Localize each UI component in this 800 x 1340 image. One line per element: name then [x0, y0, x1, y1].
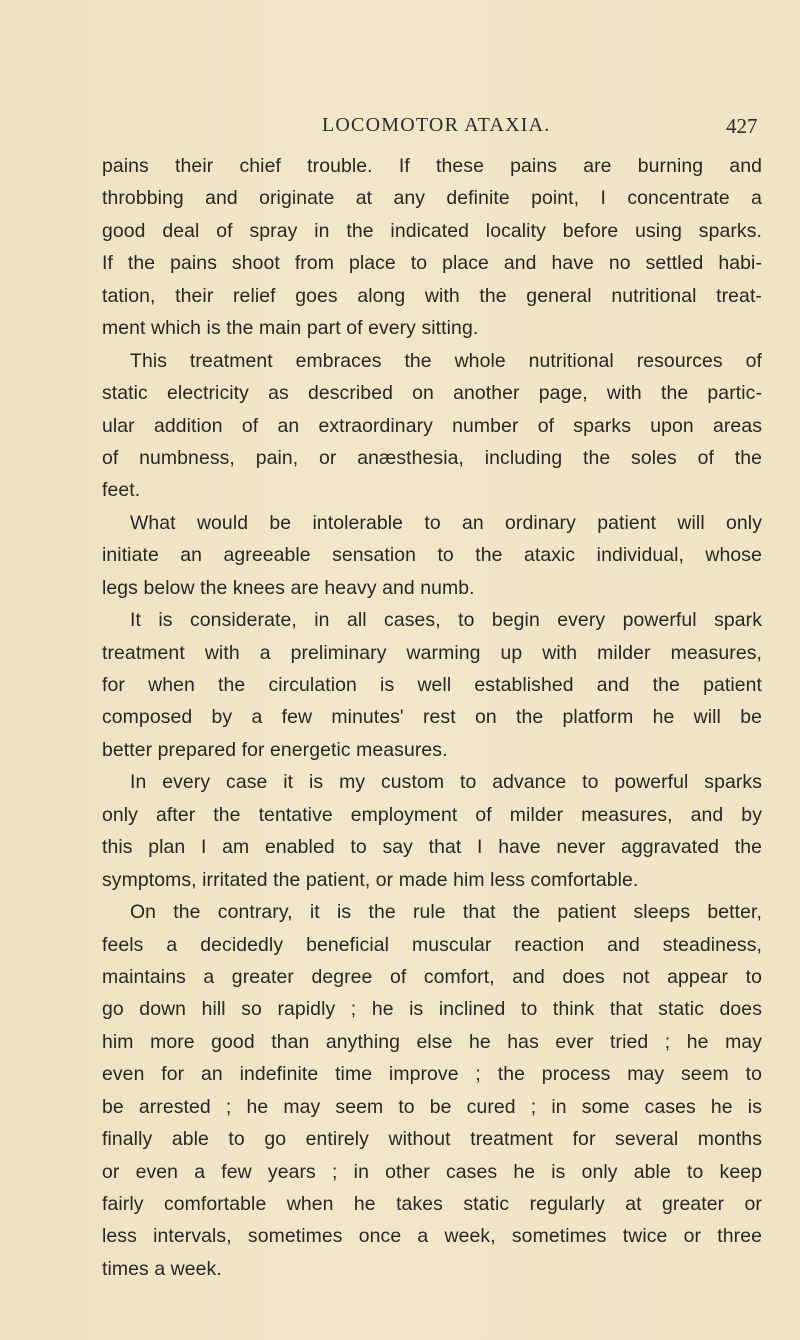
text-line: treatment with a preliminary warming up with milder measures, — [102, 641, 762, 664]
text-line: initiate an agreeable sensation to the ataxic individual, whose — [102, 544, 762, 567]
paragraph-first-line: This treatment embraces the whole nutritional resources of — [130, 349, 762, 372]
text-line: fairly comfortable when he takes static regularly at greater or — [102, 1193, 762, 1215]
text-line: finally able to go entirely without treatment for several months — [102, 1128, 762, 1151]
paragraph-first-line: What would be intolerable to an ordinary patient will only — [130, 511, 762, 534]
paragraph-first-line: In every case it is my custom to advance to powerful sparks — [130, 771, 762, 794]
text-line: static electricity as described on another page, with the partic- — [102, 382, 762, 405]
text-line: better prepared for energetic measures. — [102, 738, 448, 761]
text-line: go down hill so rapidly ; he is inclined to think that static does — [102, 998, 762, 1021]
text-line: symptoms, irritated the patient, or made him less comfortable. — [102, 868, 639, 891]
text-line: throbbing and originate at any definite point, I concentrate a — [102, 187, 762, 210]
text-line: legs below the knees are heavy and numb. — [102, 576, 475, 599]
text-line: be arrested ; he may seem to be cured ; in some cases he is — [102, 1095, 762, 1118]
text-line: him more good than anything else he has ever tried ; he may — [102, 1030, 762, 1053]
text-line: maintains a greater degree of comfort, and does not appear to — [102, 965, 762, 988]
paragraph-first-line: On the contrary, it is the rule that the patient sleeps better, — [130, 901, 762, 924]
paragraph-first-line: It is considerate, in all cases, to begin every powerful spark — [130, 609, 762, 632]
text-line: this plan I am enabled to say that I have never aggravated the — [102, 836, 762, 859]
text-line: only after the tentative employment of milder measures, and by — [102, 803, 762, 826]
running-head — [0, 114, 800, 144]
text-line: of numbness, pain, or anæsthesia, including the soles of the — [102, 446, 762, 469]
text-line: even for an indefinite time improve ; the process may seem to — [102, 1063, 762, 1086]
text-line: composed by a few minutes' rest on the platform he will be — [102, 706, 762, 729]
text-line: good deal of spray in the indicated locality before using sparks. — [102, 219, 762, 242]
text-line: less intervals, sometimes once a week, sometimes twice or three — [102, 1225, 762, 1248]
text-line: or even a few years ; in other cases he is only able to keep — [102, 1160, 762, 1183]
text-line: feet. — [102, 479, 141, 502]
text-line: tation, their relief goes along with the general nutritional treat- — [102, 284, 762, 307]
text-line: ment which is the main part of every sitting. — [102, 317, 479, 340]
text-line: feels a decidedly beneficial muscular reaction and steadiness, — [102, 933, 762, 956]
text-line: If the pains shoot from place to place and have no settled habi- — [102, 252, 762, 275]
running-title: LOCOMOTOR ATAXIA. — [322, 114, 551, 136]
text-line: ular addition of an extraordinary number of sparks upon areas — [102, 414, 762, 437]
text-line: times a week. — [102, 1257, 222, 1280]
body-text — [102, 150, 762, 1285]
page-number: 427 — [726, 114, 758, 138]
text-line: for when the circulation is well established and the patient — [102, 674, 762, 696]
text-line: pains their chief trouble. If these pains are burning and — [102, 155, 762, 177]
